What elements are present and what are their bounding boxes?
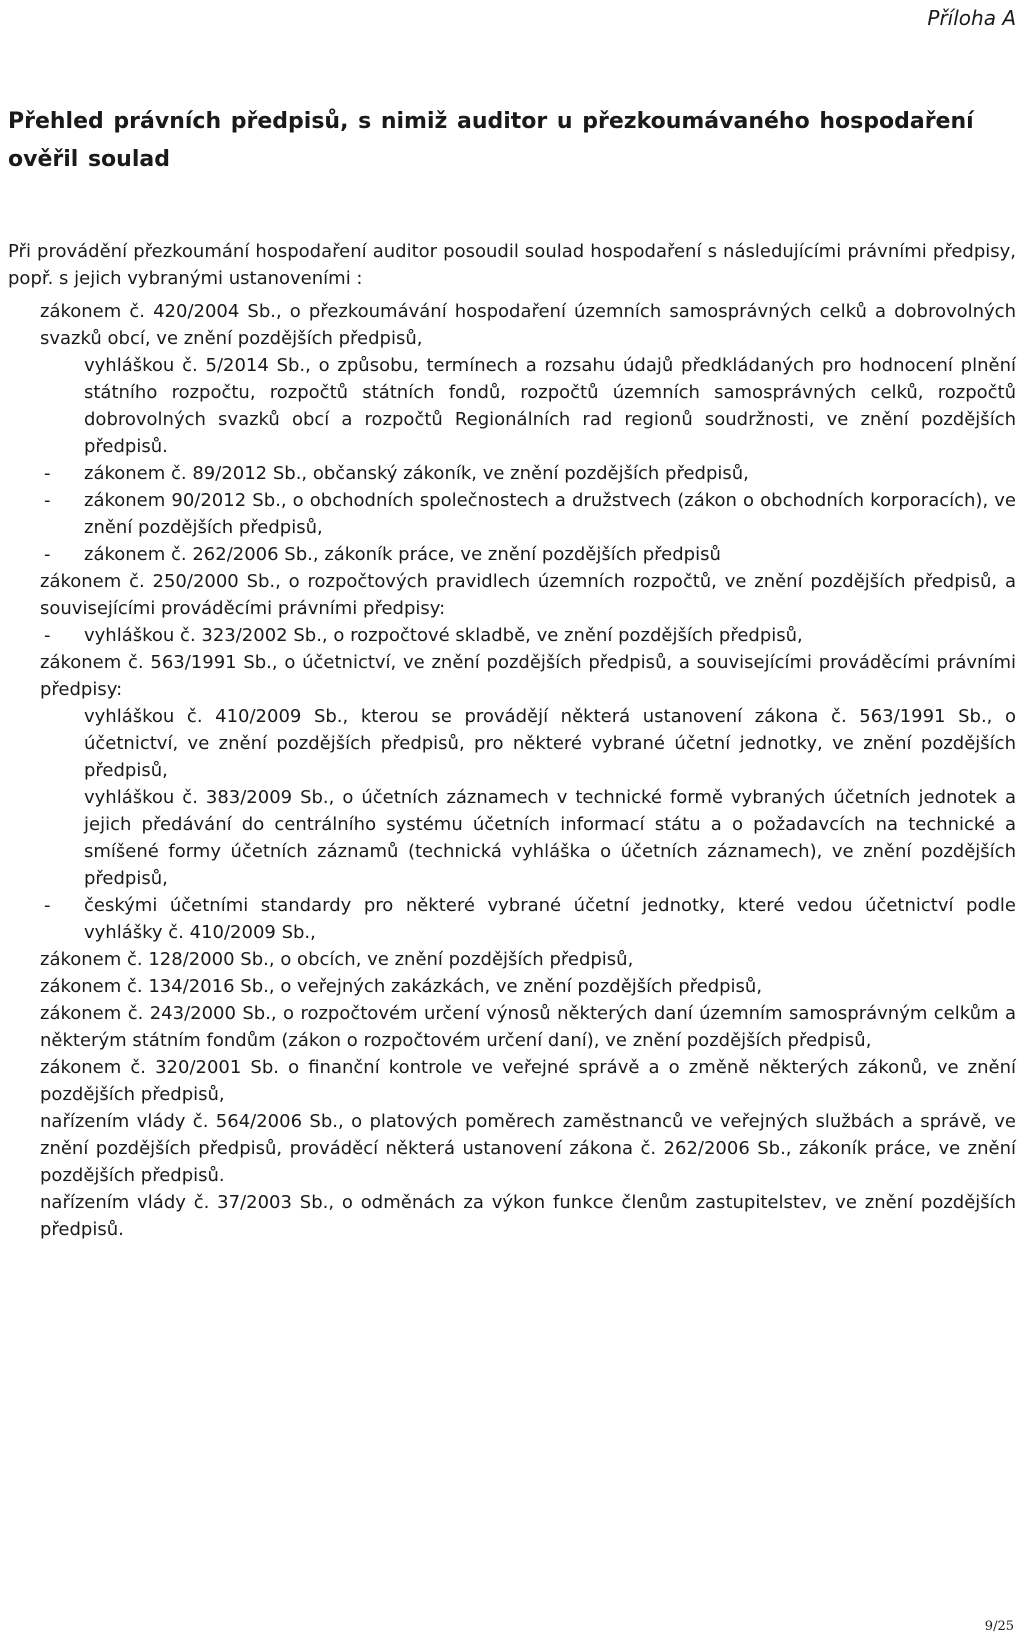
- regulation-item: [40, 946, 1016, 973]
- regulation-item: [84, 784, 1016, 892]
- list-dash-marker: -: [44, 490, 51, 511]
- intro-paragraph: Při provádění přezkoumání hospodaření auditor posoudil soulad hospodaření s následujícími právními předpisy, popř. s jejich vybranými ustanoveními :: [8, 241, 1016, 289]
- regulation-text: zákonem č. 89/2012 Sb., občanský zákoník, ve znění pozdějších předpisů,: [84, 463, 749, 484]
- regulation-list: [0, 298, 1024, 1243]
- regulation-item: [44, 892, 1016, 946]
- list-dash-marker: -: [44, 895, 51, 916]
- attachment-label: Příloha A: [927, 6, 1016, 30]
- regulation-text: zákonem 90/2012 Sb., o obchodních společnostech a družstvech (zákon o obchodních korporacích), ve znění pozdějších předpisů,: [84, 490, 1016, 538]
- regulation-item: [84, 352, 1016, 460]
- regulation-text: vyhláškou č. 323/2002 Sb., o rozpočtové skladbě, ve znění pozdějších předpisů,: [84, 625, 803, 646]
- list-dash-marker: -: [44, 463, 51, 484]
- regulation-item: [44, 622, 1016, 649]
- page-number: 9/25: [984, 1619, 1014, 1634]
- regulation-item: [40, 568, 1016, 622]
- regulation-text: nařízením vlády č. 37/2003 Sb., o odměnách za výkon funkce členům zastupitelstev, ve znění pozdějších předpisů.: [40, 1192, 1016, 1240]
- regulation-text: nařízením vlády č. 564/2006 Sb., o platových poměrech zaměstnanců ve veřejných službách a správě, ve znění pozdějších předpisů, prováděcí některá ustanovení zákona č. 262/2006 Sb., zákoník práce, ve znění pozdějších předpisů.: [40, 1111, 1016, 1186]
- regulation-item: [40, 1189, 1016, 1243]
- regulation-text: zákonem č. 134/2016 Sb., o veřejných zakázkách, ve znění pozdějších předpisů,: [40, 976, 763, 997]
- list-dash-marker: -: [44, 544, 51, 565]
- regulation-text: zákonem č. 420/2004 Sb., o přezkoumávání hospodaření územních samosprávných celků a dobrovolných svazků obcí, ve znění pozdějších předpisů,: [40, 301, 1016, 349]
- regulation-item: [40, 1000, 1016, 1054]
- regulation-text: vyhláškou č. 383/2009 Sb., o účetních záznamech v technické formě vybraných účetních jednotek a jejich předávání do centrálního systému účetních informací státu a o požadavcích na technické a smíšené formy účetních záznamů (technická vyhláška o účetních záznamech), ve znění pozdějších předpisů,: [84, 787, 1016, 889]
- regulation-item: [40, 1108, 1016, 1189]
- regulation-text: zákonem č. 250/2000 Sb., o rozpočtových pravidlech územních rozpočtů, ve znění pozdějších předpisů, a souvisejícími prováděcími právními předpisy:: [40, 571, 1016, 619]
- regulation-item: [40, 1054, 1016, 1108]
- regulation-item: [84, 703, 1016, 784]
- regulation-text: zákonem č. 262/2006 Sb., zákoník práce, ve znění pozdějších předpisů: [84, 544, 721, 565]
- regulation-text: vyhláškou č. 5/2014 Sb., o způsobu, termínech a rozsahu údajů předkládaných pro hodnocení plnění státního rozpočtu, rozpočtů státních fondů, rozpočtů územních samosprávných celků, rozpočtů dobrovolných svazků obcí a rozpočtů Regionálních rad regionů soudržnosti, ve znění pozdějších předpisů.: [84, 355, 1016, 457]
- list-dash-marker: -: [44, 625, 51, 646]
- regulation-item: [40, 973, 1016, 1000]
- regulation-text: zákonem č. 128/2000 Sb., o obcích, ve znění pozdějších předpisů,: [40, 949, 634, 970]
- regulation-item: [40, 298, 1016, 352]
- regulation-text: vyhláškou č. 410/2009 Sb., kterou se provádějí některá ustanovení zákona č. 563/1991 Sb., o účetnictví, ve znění pozdějších předpisů, pro některé vybrané účetní jednotky, ve znění pozdějších předpisů,: [84, 706, 1016, 781]
- regulation-item: [44, 460, 1016, 487]
- regulation-text: zákonem č. 320/2001 Sb. o finanční kontrole ve veřejné správě a o změně některých zákonů, ve znění pozdějších předpisů,: [40, 1057, 1016, 1105]
- regulation-item: [44, 541, 1016, 568]
- regulation-text: zákonem č. 563/1991 Sb., o účetnictví, ve znění pozdějších předpisů, a souvisejícími prováděcími právními předpisy:: [40, 652, 1016, 700]
- regulation-text: českými účetními standardy pro některé vybrané účetní jednotky, které vedou účetnictví podle vyhlášky č. 410/2009 Sb.,: [84, 895, 1016, 943]
- regulation-item: [40, 649, 1016, 703]
- regulation-item: [44, 487, 1016, 541]
- document-title: Přehled právních předpisů, s nimiž auditor u přezkoumávaného hospodaření ověřil soulad: [8, 109, 974, 172]
- regulation-text: zákonem č. 243/2000 Sb., o rozpočtovém určení výnosů některých daní územním samosprávným celkům a některým státním fondům (zákon o rozpočtovém určení daní), ve znění pozdějších předpisů,: [40, 1003, 1016, 1051]
